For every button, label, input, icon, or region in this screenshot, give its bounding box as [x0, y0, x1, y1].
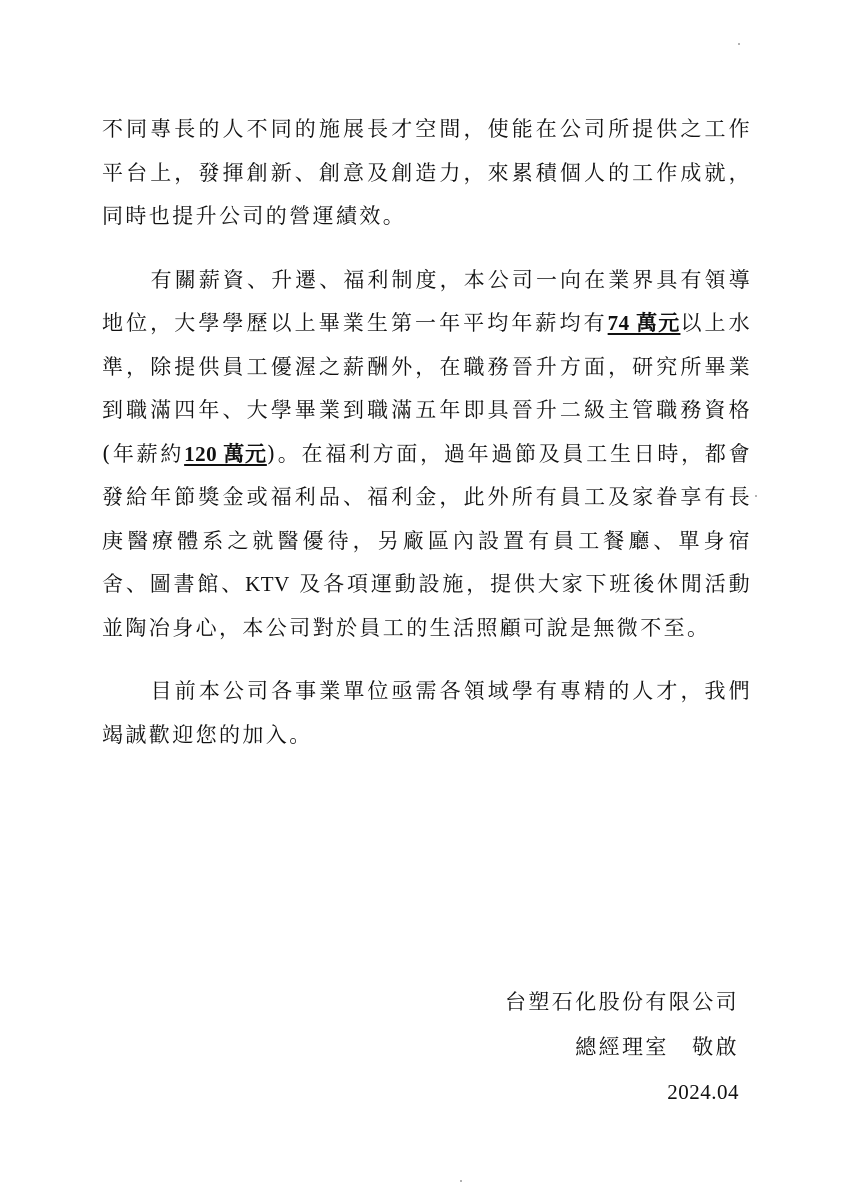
paragraph-1-text: 不同專長的人不同的施展長才空間，使能在公司所提供之工作平台上，發揮創新、創意及創造力，來累積個人的工作成就，同時也提升公司的營運績效。 [102, 117, 752, 228]
paragraph-welcome [102, 670, 752, 757]
ktv-text: KTV [245, 572, 290, 596]
paragraph-2-part-2: 以上水準，除提供員工優渥之薪酬外，在職務晉升方面，研究所畢業到職滿四年、大學畢業到職滿五年即具晉升二級主管職務資格(年薪約 [102, 311, 753, 466]
scan-speck [738, 43, 740, 45]
scan-speck [460, 1180, 462, 1182]
company-name: 台塑石化股份有限公司 [505, 990, 739, 1014]
paragraph-3-text: 目前本公司各事業單位亟需各領域學有專精的人才，我們竭誠歡迎您的加入。 [102, 679, 752, 747]
first-year-salary: 74 萬元 [607, 311, 681, 335]
scan-speck [755, 495, 757, 497]
letter-date: 2024.04 [667, 1080, 739, 1104]
paragraph-compensation-benefits [102, 259, 752, 651]
paragraph-talent-space [102, 108, 752, 239]
signature-block [505, 980, 739, 1115]
letter-body [102, 108, 752, 757]
paragraph-2-part-3: )。在福利方面，過年過節及員工生日時，都會發給年節獎金或福利品、福利金，此外所有員工及家眷享有長庚醫療體系之就醫優待，另廠區內設置有員工餐廳、單身宿舍、圖書館、 [102, 441, 752, 596]
paragraph-2-part-4: 及各項運動設施，提供大家下班後休閒活動並陶冶身心，本公司對於員工的生活照顧可說是無微不至。 [102, 572, 752, 640]
paragraph-2-part-1: 有關薪資、升遷、福利制度，本公司一向在業界具有領導地位，大學學歷以上畢業生第一年平均年薪均有 [102, 267, 752, 335]
sender-office: 總經理室 敬啟 [575, 1035, 739, 1059]
manager-salary: 120 萬元 [184, 441, 267, 466]
